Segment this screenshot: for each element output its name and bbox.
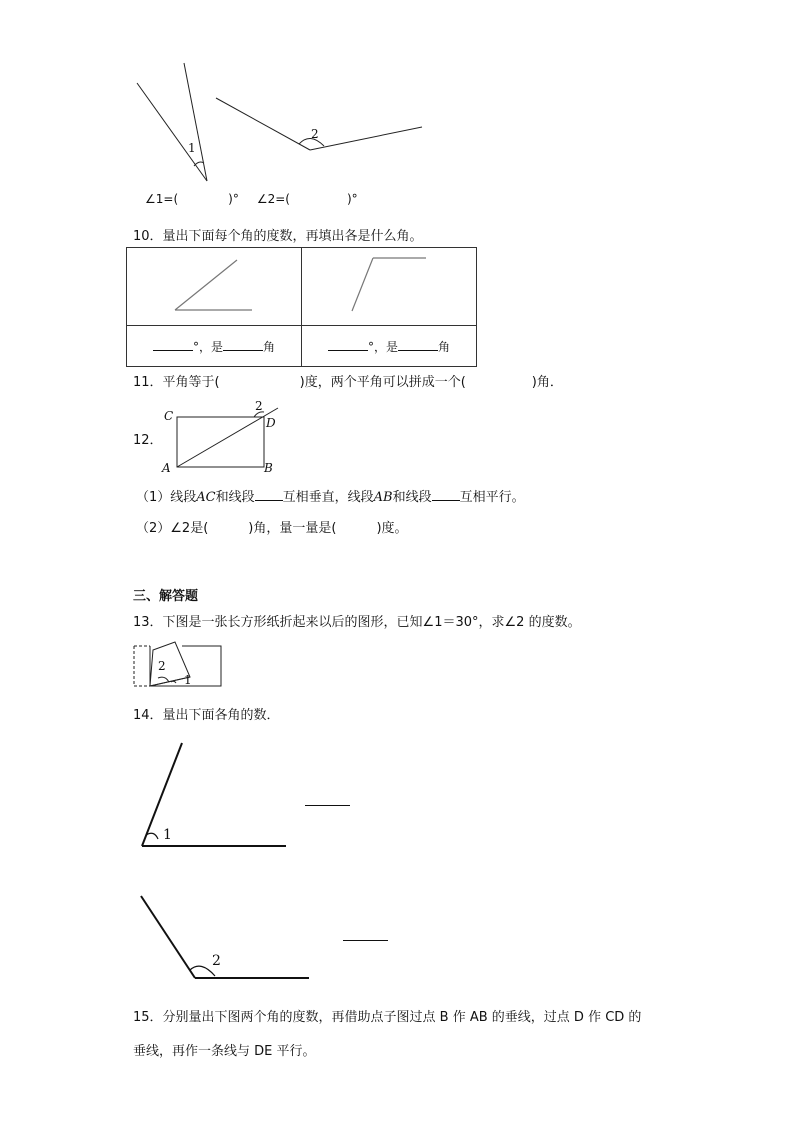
- q13-folded-paper-figure: [130, 640, 225, 690]
- q14-angle1-label: 1: [163, 827, 172, 843]
- q12-part2-c: )度。: [376, 521, 408, 536]
- q10-degree-blank-1[interactable]: [153, 350, 193, 351]
- q14-angle2-label: 2: [212, 953, 221, 969]
- q9-answer1-prefix: ∠1=(: [145, 192, 179, 206]
- q9-angle1-label: 1: [188, 141, 196, 155]
- q15-line1: 15．分别量出下图两个角的度数，再借助点子图过点 B 作 AB 的垂线，过点 D 作 CD 的: [133, 1010, 642, 1025]
- q13-angle1-label: 1: [184, 673, 192, 687]
- q9-answer-line: [145, 192, 358, 206]
- q12-point-c: C: [164, 409, 174, 423]
- q9-answer1-suffix: )°: [228, 192, 239, 206]
- q12-angle-label: 2: [255, 400, 263, 413]
- section3-title: 三、解答题: [133, 589, 199, 604]
- q12-part1-c: 互相垂直，线段: [282, 490, 374, 505]
- q10-answer-cell-2: [302, 326, 477, 367]
- q12-point-a: A: [162, 461, 171, 475]
- q12-point-b: B: [264, 461, 273, 475]
- q10-prompt: 10．量出下面每个角的度数，再填出各是什么角。: [133, 229, 423, 244]
- q14-answer-blank-2[interactable]: [343, 926, 388, 941]
- q10-answer-cell-1: [127, 326, 302, 367]
- q10-type-blank-2[interactable]: [398, 350, 438, 351]
- q10-angle-a: [127, 248, 301, 321]
- q10-figure-cell-1: [127, 248, 302, 326]
- q12-blank-1[interactable]: [255, 500, 283, 501]
- q9-angle2-figure: [210, 92, 430, 158]
- q12-number: 12．: [133, 433, 163, 448]
- q12-blank-2[interactable]: [432, 500, 460, 501]
- q10-cell1-text2: 角: [263, 339, 276, 354]
- q11-text-b: )度，两个平角可以拼成一个(: [299, 375, 466, 390]
- q9-angle1-figure: [130, 58, 220, 188]
- q10-degree-blank-2[interactable]: [328, 350, 368, 351]
- q10-angle-b: [302, 248, 476, 321]
- q12-part1-b: 和线段: [215, 490, 255, 505]
- q10-cell2-text2: 角: [438, 339, 451, 354]
- q12-part2-a: （2）∠2是(: [136, 521, 209, 536]
- q10-type-blank-1[interactable]: [223, 350, 263, 351]
- q12-rectangle-figure: [160, 400, 285, 478]
- q11-text-c: )角．: [531, 375, 563, 390]
- q10-cell1-text1: °，是: [192, 339, 223, 354]
- q15-line2: 垂线，再作一条线与 DE 平行。: [133, 1044, 316, 1059]
- q14-text: 14．量出下面各角的数．: [133, 708, 280, 723]
- q10-table: [126, 247, 477, 367]
- q10-cell2-text1: °，是: [367, 339, 398, 354]
- q12-part1: [136, 486, 525, 505]
- q11-line: [133, 371, 563, 390]
- q9-angle2-label: 2: [311, 127, 319, 141]
- q12-part1-a: （1）线段: [136, 490, 197, 505]
- q13-angle2-label: 2: [158, 659, 166, 673]
- q11-text-a: 11．平角等于(: [133, 375, 220, 390]
- q10-figure-cell-2: [302, 248, 477, 326]
- q14-angle1-figure: [135, 738, 295, 853]
- q14-answer-blank-1[interactable]: [305, 791, 350, 806]
- q14-angle2-figure: [135, 890, 315, 985]
- q12-segment-ac: AC: [196, 490, 216, 505]
- q12-point-d: D: [266, 416, 276, 430]
- q12-part1-e: 互相平行。: [459, 490, 525, 505]
- q9-answer2-prefix: ∠2=(: [256, 192, 290, 206]
- q12-part2-b: )角，量一量是(: [248, 521, 337, 536]
- q12-segment-ab: AB: [373, 490, 393, 505]
- q13-text: 13．下图是一张长方形纸折起来以后的图形，已知∠1＝30°，求∠2 的度数。: [133, 615, 581, 630]
- q9-answer2-suffix: )°: [346, 192, 358, 206]
- q12-part2: [136, 517, 408, 536]
- q12-part1-d: 和线段: [392, 490, 432, 505]
